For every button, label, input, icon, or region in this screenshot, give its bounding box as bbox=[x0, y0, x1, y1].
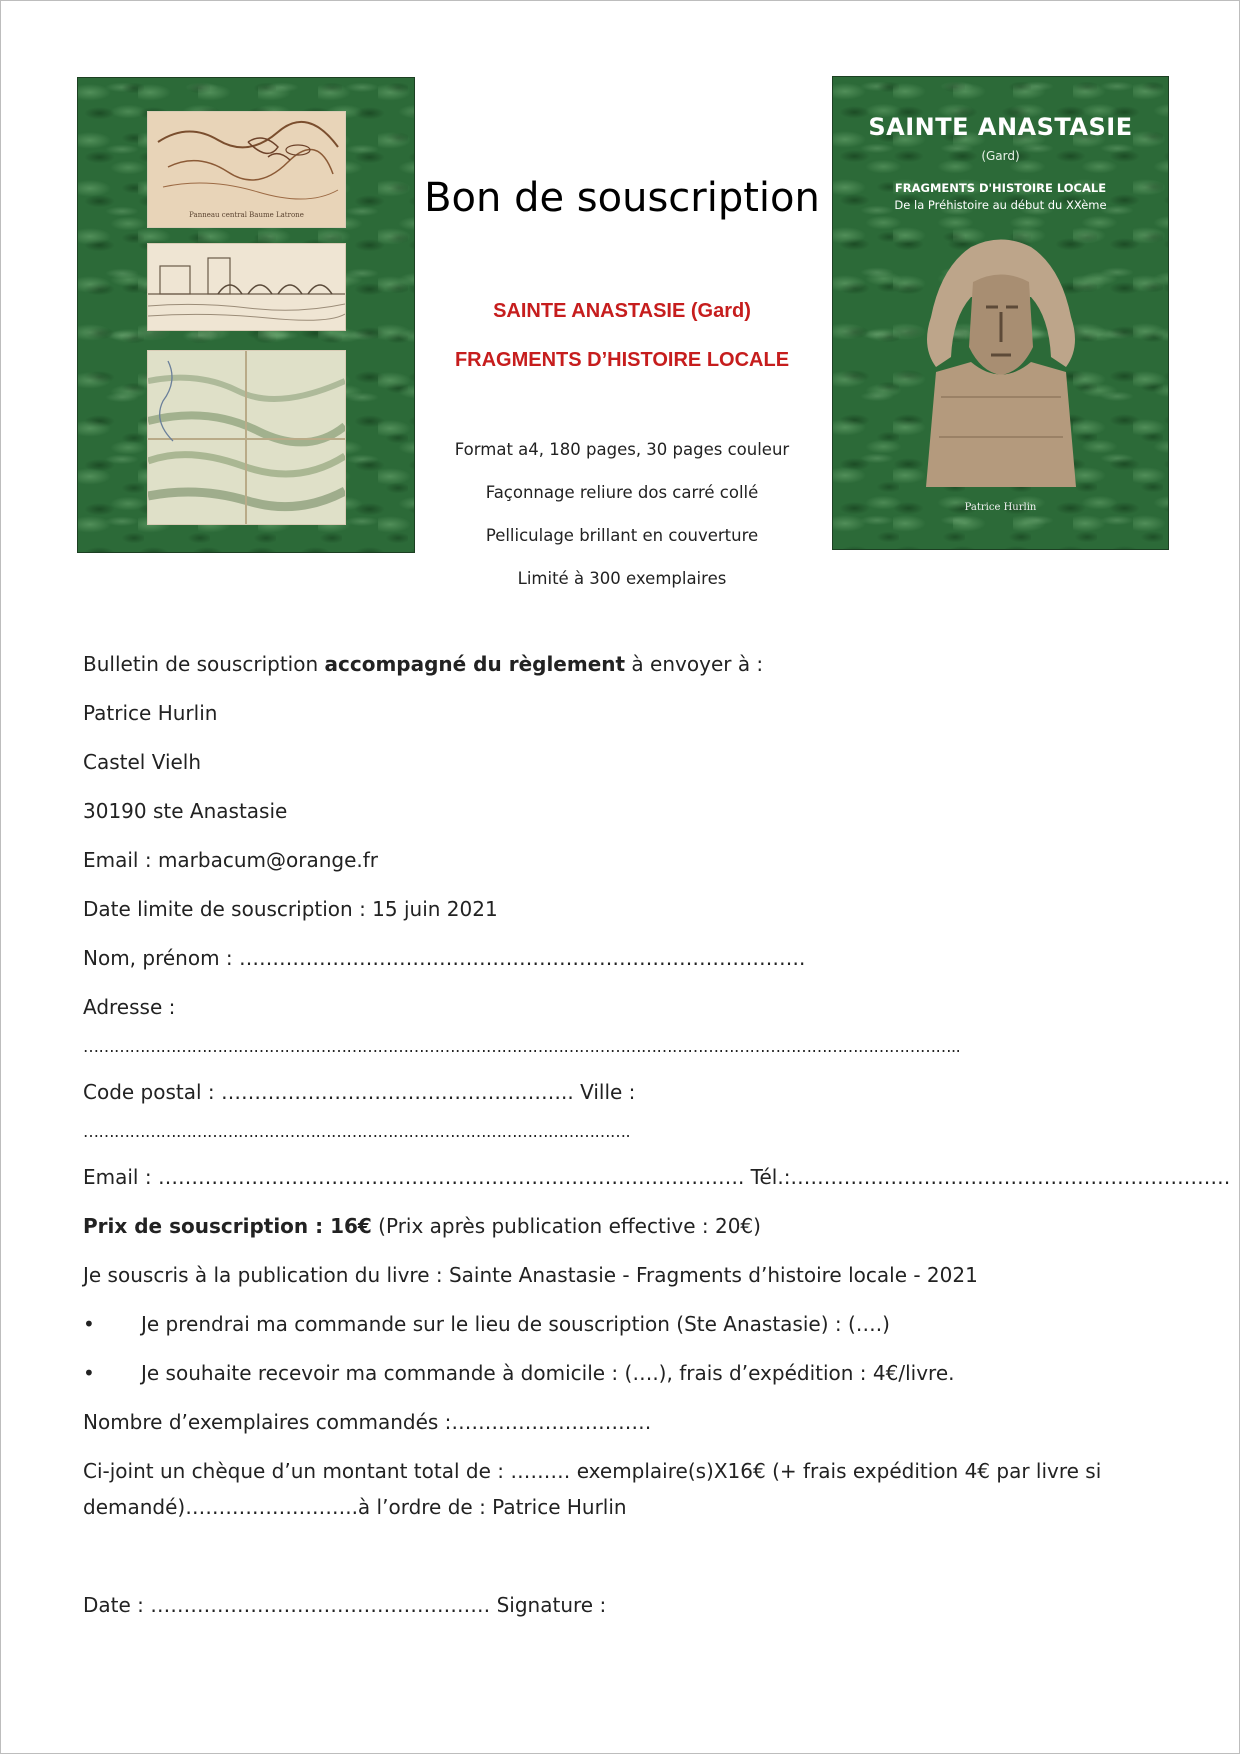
bullet-icon: • bbox=[83, 1312, 95, 1336]
intro-bold: accompagné du règlement bbox=[324, 652, 626, 676]
recipient-address-1: Castel Vielh bbox=[83, 750, 202, 774]
back-cover-image bbox=[77, 77, 415, 553]
option-pickup[interactable]: Je prendrai ma commande sur le lieu de souscription (Ste Anastasie) : (….) bbox=[141, 1312, 890, 1336]
address-field[interactable]: …………………………………………………………………………………………………………………………………………………….. bbox=[83, 1037, 961, 1056]
cover-fragments: FRAGMENTS D'HISTOIRE LOCALE bbox=[894, 181, 1107, 195]
photo-caption: Panneau central Baume Latrone bbox=[189, 211, 304, 219]
postal-city-field[interactable]: Code postal : …………………………………………….. Ville : bbox=[83, 1080, 636, 1104]
quantity-field[interactable]: Nombre d’exemplaires commandés :………………………… bbox=[83, 1410, 652, 1434]
cover-description: De la Préhistoire au début du XXème bbox=[894, 198, 1107, 212]
deadline: Date limite de souscription : 15 juin 2021 bbox=[83, 897, 498, 921]
recipient-name: Patrice Hurlin bbox=[83, 701, 218, 725]
cheque-line-2: demandé)……………………..à l’ordre de : Patrice Hurlin bbox=[83, 1495, 627, 1519]
cover-author: Patrice Hurlin bbox=[964, 502, 1037, 513]
spec-binding: Façonnage reliure dos carré collé bbox=[485, 483, 759, 502]
city-field[interactable]: ……………………………………………………………………………………………. bbox=[83, 1122, 631, 1141]
intro-post: à envoyer à : bbox=[625, 652, 764, 676]
book-subtitle-red: FRAGMENTS D’HISTOIRE LOCALE bbox=[454, 349, 790, 371]
intro-pre: Bulletin de souscription bbox=[83, 652, 325, 676]
spec-format: Format a4, 180 pages, 30 pages couleur bbox=[454, 440, 790, 459]
address-field-label: Adresse : bbox=[83, 995, 176, 1019]
recipient-email: Email : marbacum@orange.fr bbox=[83, 848, 379, 872]
spec-limited-edition: Limité à 300 exemplaires bbox=[517, 569, 727, 588]
price-line bbox=[83, 1214, 761, 1238]
price-bold: Prix de souscription : 16€ bbox=[83, 1214, 372, 1238]
intro-line bbox=[83, 652, 763, 676]
book-title-red: SAINTE ANASTASIE (Gard) bbox=[493, 300, 751, 322]
cave-art-photo bbox=[147, 111, 346, 228]
cheque-line-1: Ci-joint un chèque d’un montant total de : ……… exemplaire(s)X16€ (+ frais expédition 4€ par livre si bbox=[83, 1459, 1102, 1483]
cover-title: SAINTE ANASTASIE bbox=[868, 113, 1133, 141]
bridge-engraving bbox=[147, 243, 346, 331]
option-delivery[interactable]: Je souhaite recevoir ma commande à domicile : (….), frais d’expédition : 4€/livre. bbox=[141, 1361, 955, 1385]
subscribe-line: Je souscris à la publication du livre : Sainte Anastasie - Fragments d’histoire locale - 2021 bbox=[83, 1263, 978, 1287]
old-map-image bbox=[147, 350, 346, 525]
spec-lamination: Pelliculage brillant en couverture bbox=[485, 526, 759, 545]
page-title: Bon de souscription bbox=[424, 175, 820, 221]
cover-subtitle: (Gard) bbox=[981, 149, 1020, 163]
bullet-icon: • bbox=[83, 1361, 95, 1385]
date-signature-field[interactable]: Date : …………………………………………… Signature : bbox=[83, 1593, 607, 1617]
front-cover-image bbox=[832, 76, 1169, 550]
recipient-address-2: 30190 ste Anastasie bbox=[83, 799, 288, 823]
name-field[interactable]: Nom, prénom : …………………………………………………………………………. bbox=[83, 946, 806, 970]
price-rest: (Prix après publication effective : 20€) bbox=[371, 1214, 761, 1238]
email-phone-field[interactable]: Email : ……………………………………………………………………………. Tél.:………………………………………………………… bbox=[83, 1165, 1231, 1189]
stone-statue-image bbox=[911, 237, 1091, 497]
